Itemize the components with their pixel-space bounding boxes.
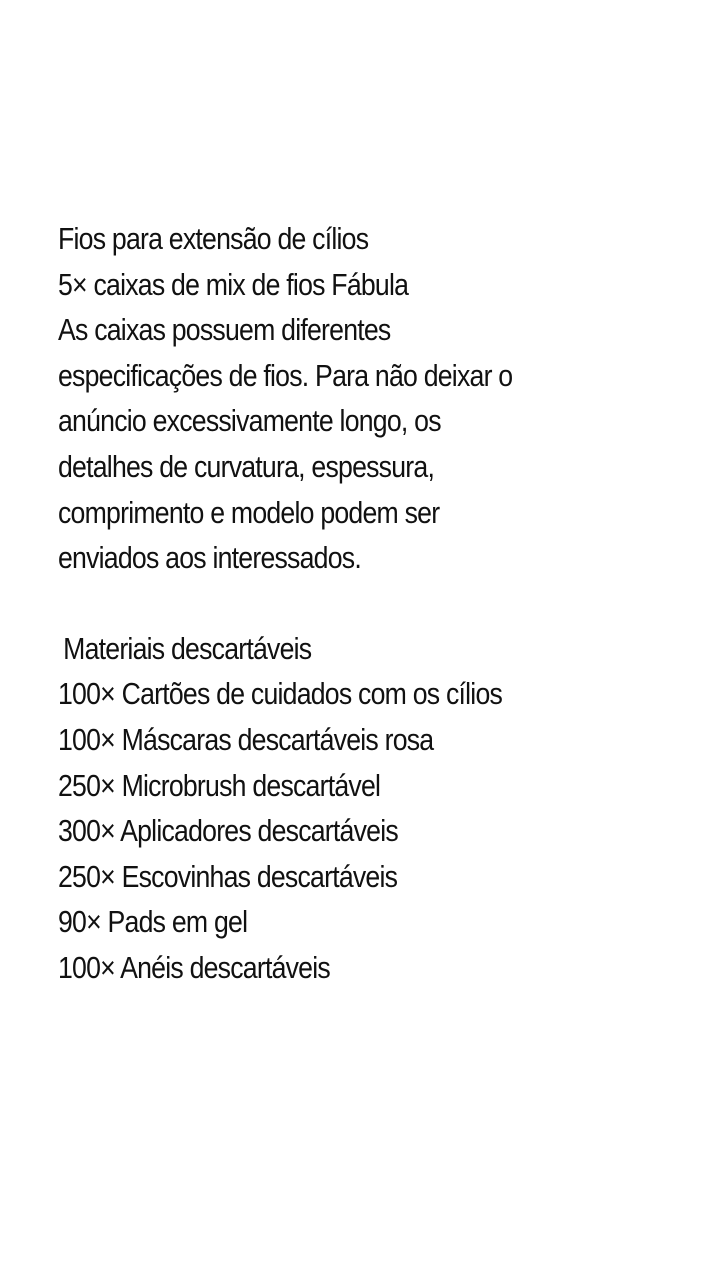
description-line: As caixas possuem diferentes — [58, 312, 391, 348]
story-text-block — [58, 216, 608, 991]
description-line: comprimento e modelo podem ser — [58, 494, 440, 530]
list-item: 250× Microbrush descartável — [58, 767, 381, 803]
section-title-lash-extension: Fios para extensão de cílios — [58, 221, 369, 256]
section-subtitle-fabula-boxes: 5× caixas de mix de fios Fábula — [58, 266, 409, 302]
list-item: 300× Aplicadores descartáveis — [58, 813, 398, 849]
description-line: anúncio excessivamente longo, os — [58, 403, 441, 439]
section-title-disposables: Materiais descartáveis — [63, 630, 312, 666]
list-item: 100× Máscaras descartáveis rosa — [58, 721, 434, 757]
list-item: 250× Escovinhas descartáveis — [58, 858, 398, 894]
list-item: 100× Anéis descartáveis — [58, 949, 330, 985]
description-line: detalhes de curvatura, espessura, — [58, 448, 435, 484]
list-item: 100× Cartões de cuidados com os cílios — [58, 676, 503, 712]
section-spacer — [58, 581, 608, 626]
list-item: 90× Pads em gel — [58, 904, 248, 940]
description-line: enviados aos interessados. — [58, 540, 361, 576]
description-line: especificações de fios. Para não deixar o — [58, 357, 513, 393]
